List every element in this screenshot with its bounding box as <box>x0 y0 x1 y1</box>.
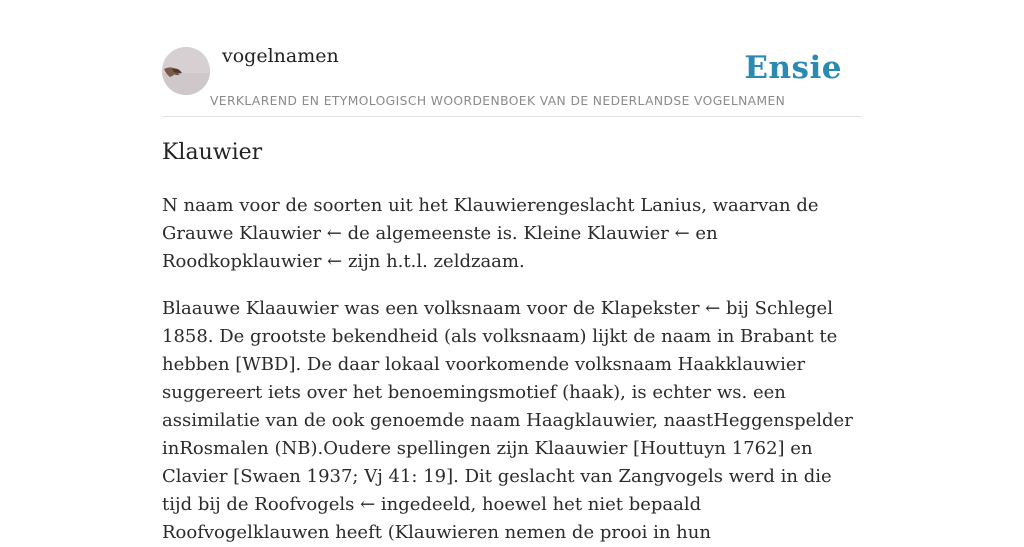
page-container <box>162 0 862 543</box>
ensie-logo[interactable]: Ensie <box>744 50 842 86</box>
site-name[interactable]: vogelnamen <box>222 45 339 67</box>
bird-photo-icon[interactable] <box>162 47 210 95</box>
article-paragraph: N naam voor de soorten uit het Klauwierengeslacht Lanius, waarvan de Grauwe Klauwier ← de algemeenste is. Kleine Klauwier ← en Roodkopklauwier ← zijn h.t.l. zeldzaam. <box>162 195 819 272</box>
site-header <box>162 0 862 117</box>
article-paragraph: Blaauwe Klaauwier was een volksnaam voor de Klapekster ← bij Schlegel 1858. De grootste bekendheid (als volksnaam) lijkt de naam in Brabant te hebben [WBD]. De daar lokaal voorkomende volksnaam Haakklauwier suggereert iets over het benoemingsmotief (haak), is echter ws. een assimilatie van de ook genoemde naam Haagklauwier, naastHeggenspelder inRosmalen (NB).Oudere spellingen zijn Klaauwier [Houttuyn 1762] en Clavier [Swaen 1937; Vj 41: 19]. Dit geslacht van Zangvogels werd in die tijd bij de Roofvogels ← ingedeeld, hoewel het niet bepaald Roofvogelklauwen heeft (Klauwieren nemen de prooi in hun <box>162 298 853 543</box>
page-title: Klauwier <box>162 140 263 165</box>
site-tagline: VERKLAREND EN ETYMOLOGISCH WOORDENBOEK VAN DE NEDERLANDSE VOGELNAMEN <box>210 94 786 108</box>
